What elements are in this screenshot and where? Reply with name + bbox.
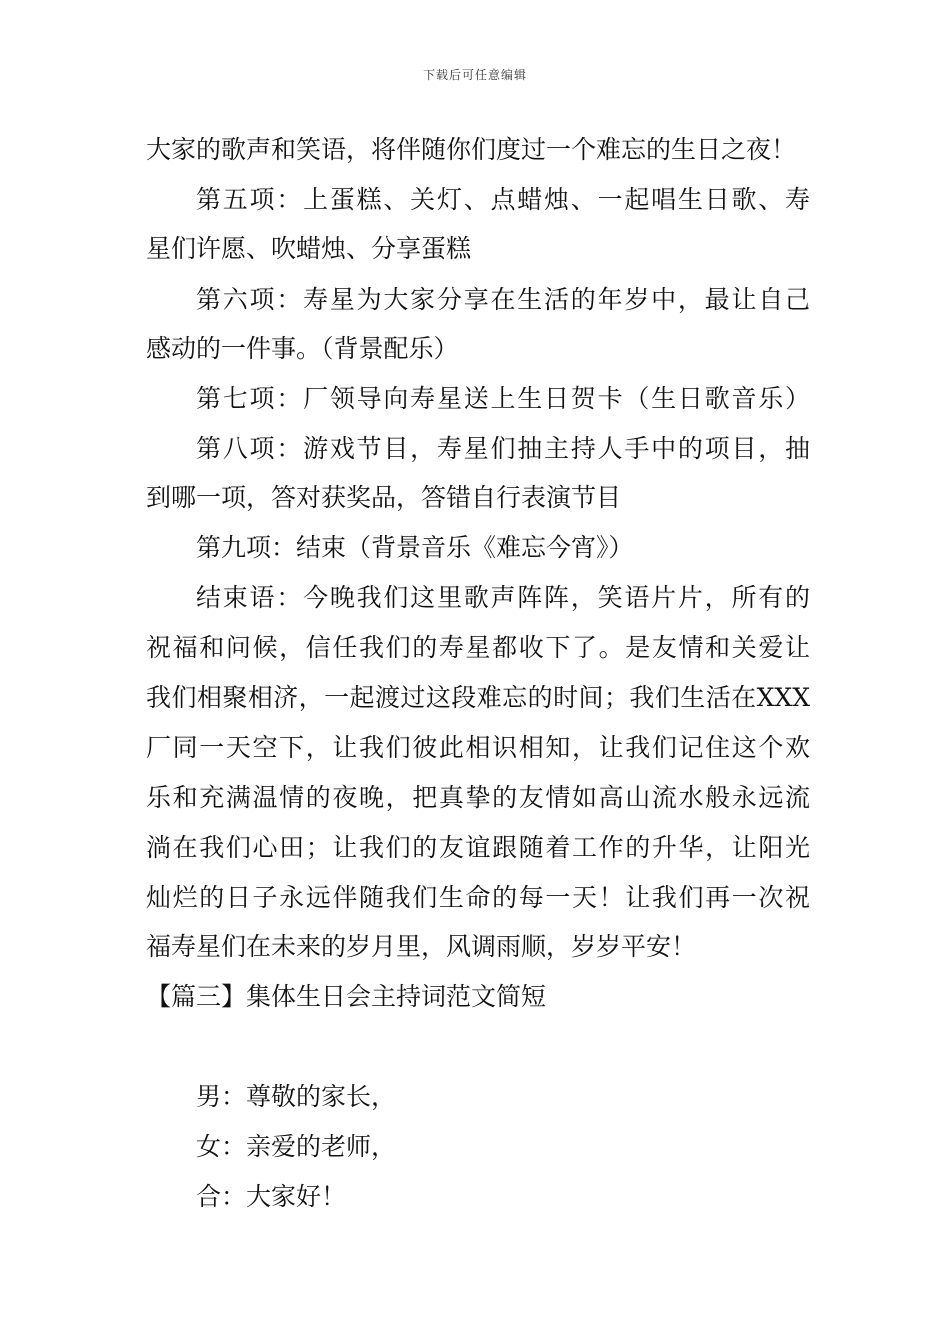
paragraph-line: 到哪一项，答对获奖品，答错自行表演节目 <box>146 483 622 512</box>
paragraph-line: 我们相聚相济，一起渡过这段难忘的时间；我们生活在XXX <box>146 683 810 712</box>
paragraph-line: 福寿星们在未来的岁月里，风调雨顺，岁岁平安！ <box>146 932 697 961</box>
paragraph-line: 星们许愿、吹蜡烛、分享蛋糕 <box>146 234 472 263</box>
paragraph-line: 第八项：游戏节目，寿星们抽主持人手中的项目，抽 <box>196 434 810 463</box>
dialogue-line: 女：亲爱的老师， <box>196 1132 397 1161</box>
paragraph-line: 第五项：上蛋糕、关灯、点蜡烛、一起唱生日歌、寿 <box>196 185 810 214</box>
paragraph-line: 大家的歌声和笑语，将伴随你们度过一个难忘的生日之夜！ <box>146 135 797 164</box>
paragraph-line: 第七项：厂领导向寿星送上生日贺卡（生日歌音乐） <box>196 384 810 413</box>
page-header-note: 下载后可任意编辑 <box>422 68 527 82</box>
paragraph-line: 结束语：今晚我们这里歌声阵阵，笑语片片，所有的 <box>196 583 810 612</box>
paragraph-line: 第六项：寿星为大家分享在生活的年岁中，最让自己 <box>196 285 810 314</box>
paragraph-line: 厂同一天空下，让我们彼此相识相知，让我们记住这个欢 <box>146 733 810 762</box>
paragraph-line: 灿烂的日子永远伴随我们生命的每一天！让我们再一次祝 <box>146 883 810 912</box>
paragraph-line: 淌在我们心田；让我们的友谊跟随着工作的升华，让阳光 <box>146 833 810 862</box>
paragraph-line: 祝福和问候，信任我们的寿星都收下了。是友情和关爱让 <box>146 633 810 662</box>
dialogue-line: 男：尊敬的家长， <box>196 1082 397 1111</box>
dialogue-line: 合：大家好！ <box>196 1182 347 1211</box>
section-heading: 【篇三】集体生日会主持词范文简短 <box>146 982 547 1011</box>
paragraph-line: 第九项：结束（背景音乐《难忘今宵》） <box>196 533 634 562</box>
paragraph-line: 乐和充满温情的夜晚，把真挚的友情如高山流水般永远流 <box>146 783 810 812</box>
paragraph-line: 感动的一件事。（背景配乐） <box>146 334 459 363</box>
